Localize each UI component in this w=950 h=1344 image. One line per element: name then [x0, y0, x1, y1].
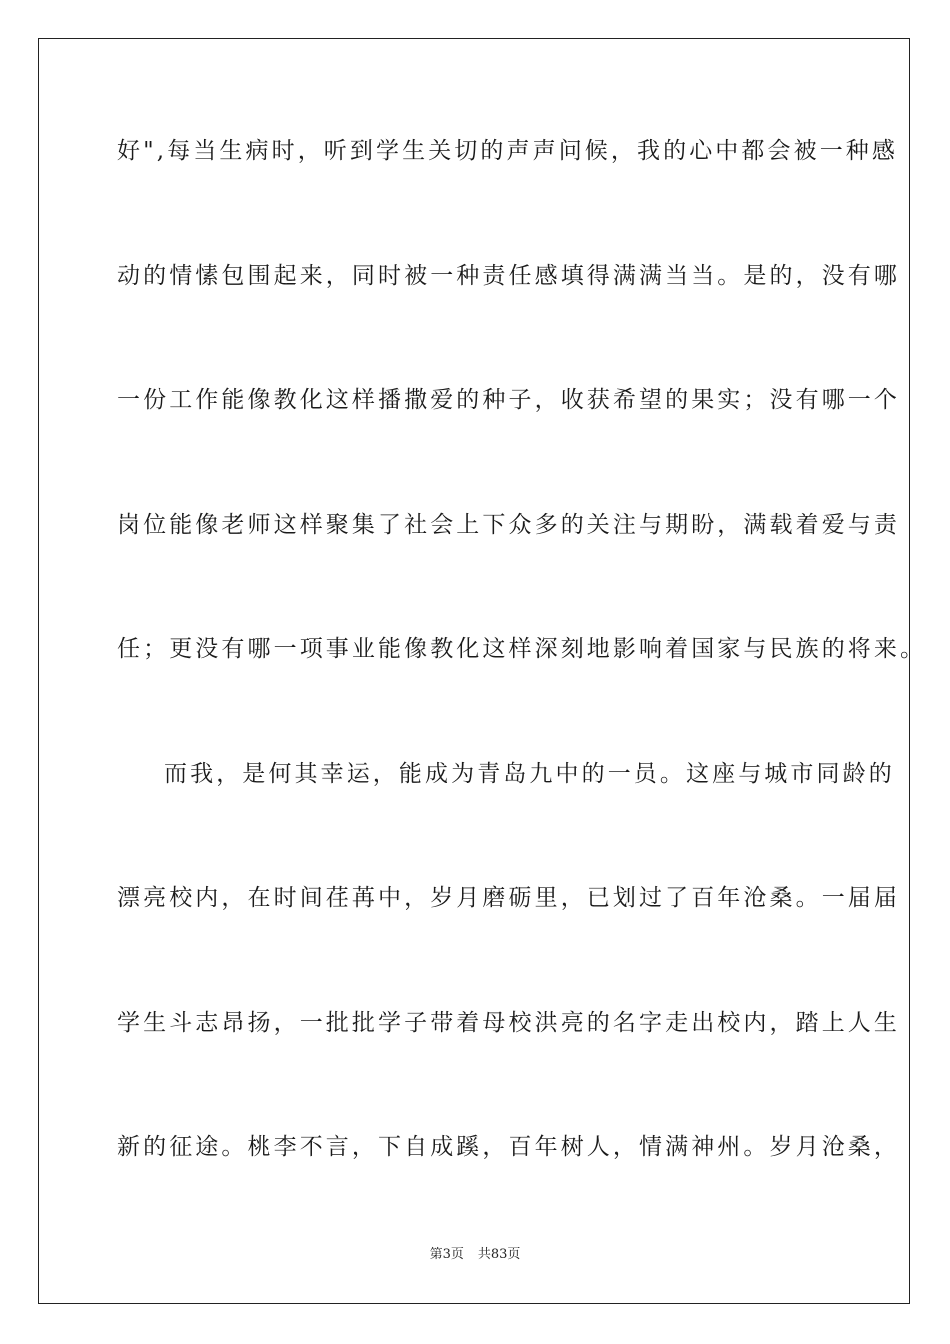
paragraph-line-3: 一份工作能像教化这样播撒爱的种子，收获希望的果实；没有哪一个 — [117, 387, 900, 413]
paragraph-line-5: 任；更没有哪一项事业能像教化这样深刻地影响着国家与民族的将来。 — [117, 636, 927, 662]
paragraph-line-8: 学生斗志昂扬，一批批学子带着母校洪亮的名字走出校内，踏上人生 — [117, 1010, 900, 1036]
paragraph-line-9: 新的征途。桃李不言，下自成蹊，百年树人，情满神州。岁月沧桑， — [117, 1134, 900, 1160]
page-total: 共83页 — [477, 1247, 521, 1262]
paragraph-line-7: 漂亮校内，在时间荏苒中，岁月磨砺里，已划过了百年沧桑。一届届 — [117, 885, 900, 911]
paragraph-line-2: 动的情愫包围起来，同时被一种责任感填得满满当当。是的，没有哪 — [117, 263, 900, 289]
page-frame — [38, 38, 927, 1304]
page-footer — [0, 1246, 950, 1264]
paragraph-line-4: 岗位能像老师这样聚集了社会上下众多的关注与期盼，满载着爱与责 — [117, 512, 900, 538]
paragraph-line-6: 而我，是何其幸运，能成为青岛九中的一员。这座与城市同龄的 — [164, 761, 895, 787]
paragraph-line-1: 好",每当生病时，听到学生关切的声声问候，我的心中都会被一种感 — [117, 138, 898, 164]
page-number: 第3页 — [429, 1247, 464, 1262]
